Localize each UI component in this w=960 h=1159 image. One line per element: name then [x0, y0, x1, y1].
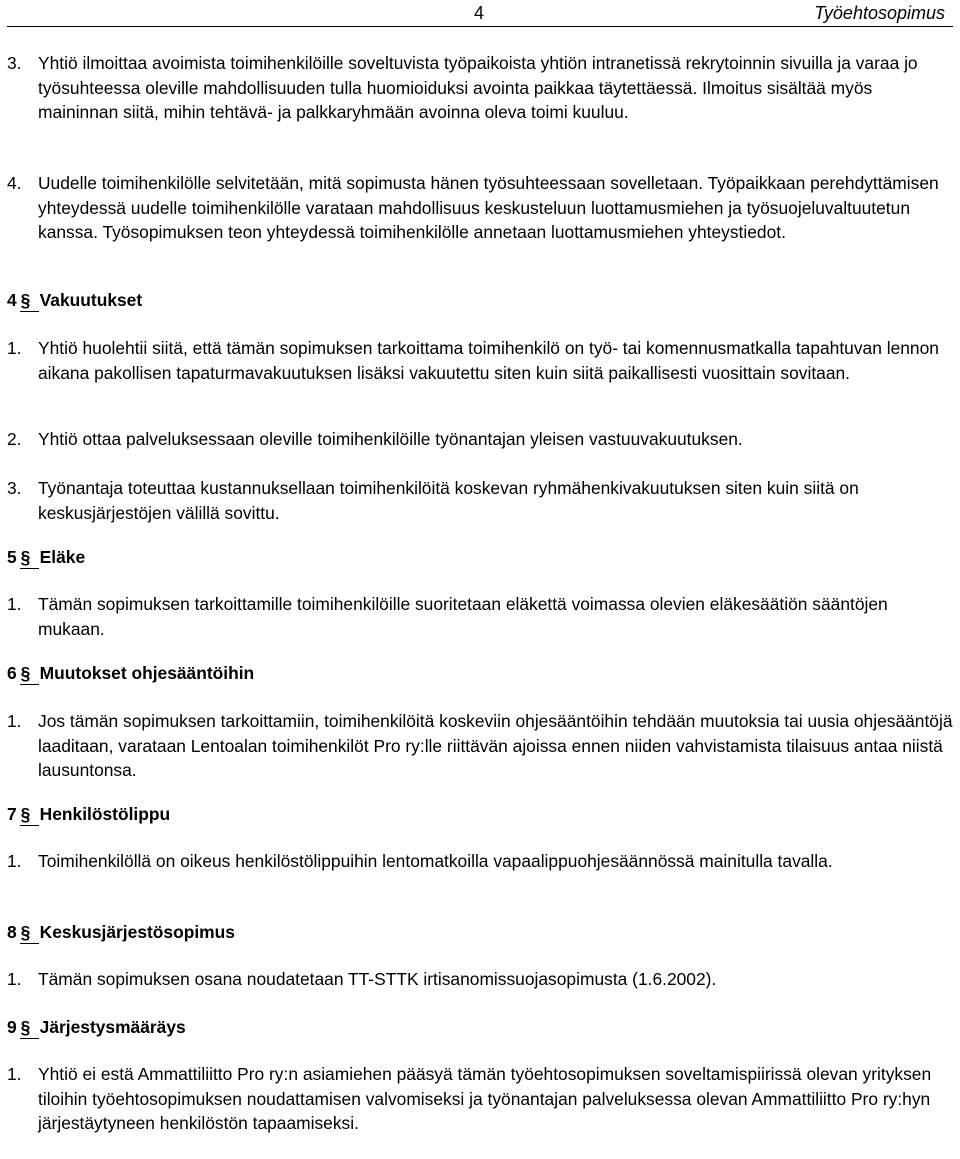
- paragraph-number: 3.: [7, 53, 22, 73]
- paragraph-number: 1.: [7, 338, 22, 358]
- paragraph-number: 1.: [7, 1064, 22, 1084]
- section-number: 9: [7, 1017, 17, 1037]
- section-sign-icon: [21, 802, 37, 827]
- section-title: Keskusjärjestösopimus: [39, 922, 235, 942]
- section-heading-5: [7, 545, 85, 570]
- section-sign-icon: [21, 545, 37, 570]
- paragraph-text: Yhtiö ei estä Ammattiliitto Pro ry:n asiamiehen pääsyä tämän työehtosopimuksen soveltamispiirissä olevan yrityksen tiloihin työehtosopimuksen noudattamisen valvomiseksi ja työnantajan palveluksessa olevan Ammattiliitto Pro ry:hyn järjestäytyneen henkilöstön tapaamiseksi.: [38, 1064, 932, 1133]
- paragraph-text: Yhtiö ottaa palveluksessaan oleville toimihenkilöille työnantajan yleisen vastuuvakuutuksen.: [38, 429, 743, 449]
- paragraph-text: Työnantaja toteuttaa kustannuksellaan toimihenkilöitä koskevan ryhmähenkivakuutuksen siten kuin siitä on keskusjärjestöjen välillä sovittu.: [38, 478, 859, 523]
- paragraph-3-4: [7, 171, 953, 245]
- document-title: Työehtosopimus: [814, 3, 945, 23]
- paragraph-3-3: [7, 51, 953, 125]
- paragraph-number: 1.: [7, 969, 22, 989]
- section-sign-icon: [21, 661, 37, 686]
- paragraph-text: Tämän sopimuksen tarkoittamille toimihenkilöille suoritetaan eläkettä voimassa olevien eläkesäätiön sääntöjen mukaan.: [38, 594, 888, 639]
- page-number: 4: [474, 3, 485, 23]
- paragraph-9-1: [7, 1062, 953, 1136]
- section-sign-icon: [21, 1015, 37, 1040]
- paragraph-number: 1.: [7, 851, 22, 871]
- paragraph-text: Jos tämän sopimuksen tarkoittamiin, toimihenkilöitä koskeviin ohjesääntöihin tehdään muutoksia tai uusia ohjesääntöjä laaditaan, varataan Lentoalan toimihenkilöt Pro ry:lle riittävän ajoissa ennen niiden vahvistamista tilaisuus antaa niistä lausuntonsa.: [38, 711, 953, 780]
- section-title: Henkilöstölippu: [39, 804, 171, 824]
- section-heading-8: [7, 920, 235, 945]
- section-number: 6: [7, 663, 17, 683]
- paragraph-number: 1.: [7, 594, 22, 614]
- paragraph-5-1: [7, 592, 953, 641]
- paragraph-text: Uudelle toimihenkilölle selvitetään, mitä sopimusta hänen työsuhteessaan sovelletaan. Työpaikkaan perehdyttämisen yhteydessä uudelle toimihenkilölle varataan mahdollisuus keskusteluun luottamusmiehen ja työsuojeluvaltuutetun kanssa. Työsopimuksen teon yhteydessä toimihenkilölle annetaan luottamusmiehen yhteystiedot.: [38, 173, 939, 242]
- section-number: 8: [7, 922, 17, 942]
- paragraph-7-1: [7, 849, 953, 874]
- section-heading-7: [7, 802, 170, 827]
- paragraph-text: Tämän sopimuksen osana noudatetaan TT-STTK irtisanomissuojasopimusta (1.6.2002).: [38, 969, 717, 989]
- paragraph-6-1: [7, 709, 953, 783]
- paragraph-8-1: [7, 967, 953, 992]
- paragraph-number: 2.: [7, 429, 22, 449]
- paragraph-text: Toimihenkilöllä on oikeus henkilöstölippuihin lentomatkoilla vapaalippuohjesäännössä mainitulla tavalla.: [38, 851, 833, 871]
- section-title: Eläke: [39, 547, 86, 567]
- section-sign-icon: [21, 920, 37, 945]
- paragraph-text: Yhtiö ilmoittaa avoimista toimihenkilöille soveltuvista työpaikoista yhtiön intranetissä rekrytoinnin sivuilla ja varaa jo työsuhteessa oleville mahdollisuuden tulla huomioiduksi avointa paikkaa täytettäessä. Ilmoitus sisältää myös maininnan siitä, mihin tehtävä- ja palkkaryhmään avoinna oleva toimi kuuluu.: [38, 53, 918, 122]
- section-heading-6: [7, 661, 254, 686]
- section-heading-4: [7, 288, 142, 313]
- section-sign-icon: [21, 288, 37, 313]
- paragraph-text: Yhtiö huolehtii siitä, että tämän sopimuksen tarkoittama toimihenkilö on työ- tai komennusmatkalla tapahtuvan lennon aikana pakollisen tapaturmavakuutuksen lisäksi vakuutettu siten kuin siitä paikallisesti vuosittain sovitaan.: [38, 338, 939, 383]
- section-number: 5: [7, 547, 17, 567]
- section-number: 7: [7, 804, 17, 824]
- paragraph-4-2: [7, 427, 953, 452]
- section-title: Muutokset ohjesääntöihin: [39, 663, 255, 683]
- section-heading-9: [7, 1015, 186, 1040]
- section-title: Vakuutukset: [39, 290, 143, 310]
- paragraph-number: 1.: [7, 711, 22, 731]
- section-title: Järjestysmääräys: [39, 1017, 186, 1037]
- paragraph-4-1: [7, 336, 953, 385]
- page-header: [7, 0, 953, 27]
- paragraph-number: 3.: [7, 478, 22, 498]
- section-number: 4: [7, 290, 17, 310]
- paragraph-4-3: [7, 476, 953, 525]
- paragraph-number: 4.: [7, 173, 22, 193]
